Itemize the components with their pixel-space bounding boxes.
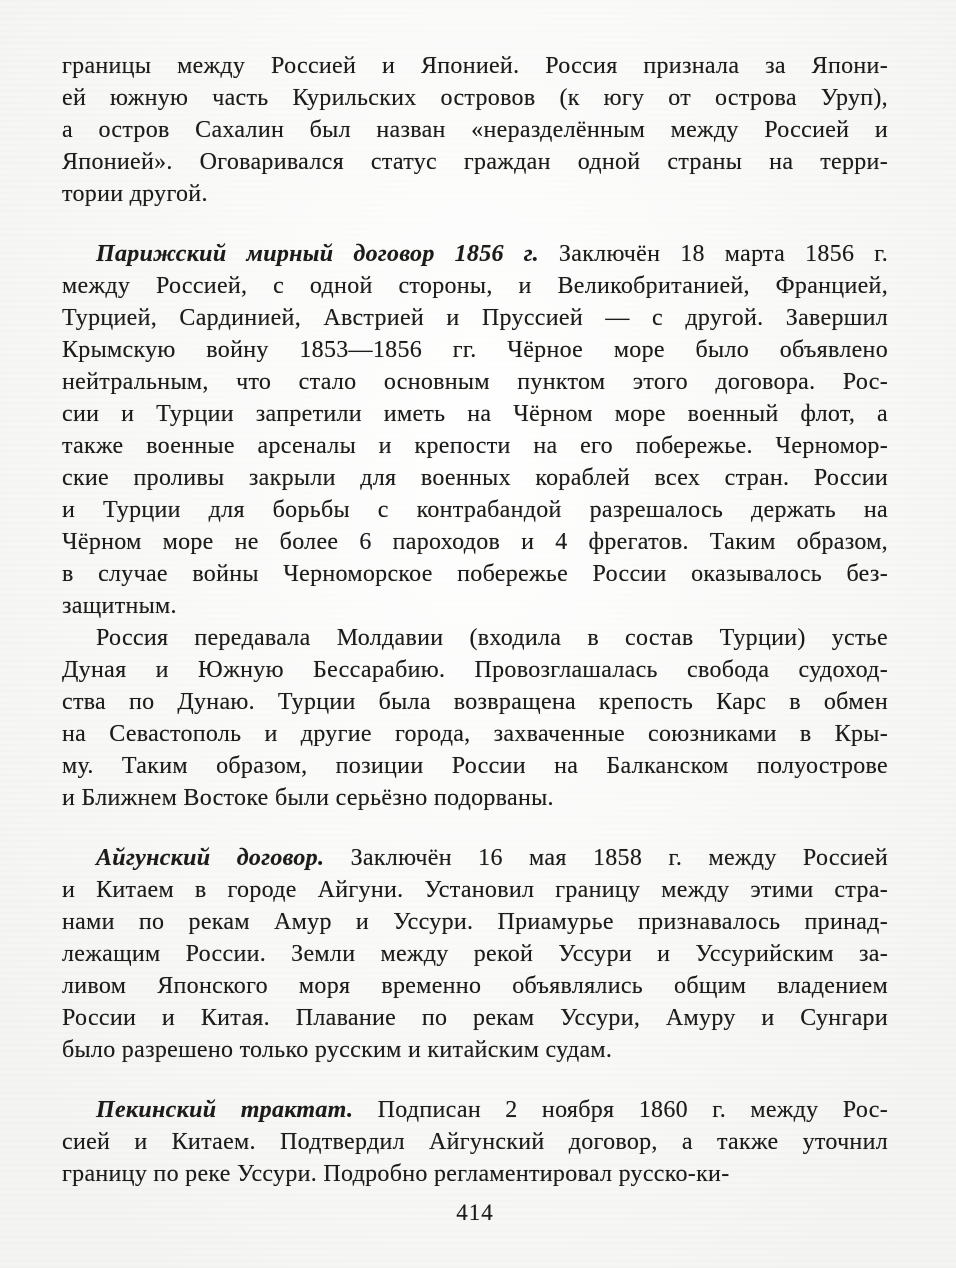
text-line [62,970,888,1002]
body-text: нейтральным, что стало основным пунктом этого договора. Рос- [62,369,888,395]
body-text: му. Таким образом, позиции России на Балканском полуострове [62,753,888,779]
treaty-heading: Пекинский трактат. [96,1097,354,1123]
text-line [62,462,888,494]
body-text: защитным. [62,593,177,619]
body-text: границы между Россией и Японией. Россия признала за Япони- [62,53,888,79]
body-text: Крымскую войну 1853—1856 гг. Чёрное море было объявлено [62,337,888,363]
text-line [62,334,888,366]
text-line [62,82,888,114]
text-line [62,398,888,430]
body-text: Чёрном море не более 6 пароходов и 4 фрегатов. Таким образом, [62,529,888,555]
text-line [62,1126,888,1158]
text-line [62,842,888,874]
body-text: Турцией, Сардинией, Австрией и Пруссией — с другой. Завершил [62,305,888,331]
body-text: и Китаем в городе Айгуни. Установил границу между этими стра- [62,877,888,903]
text-line [62,938,888,970]
body-text: ливом Японского моря временно объявлялись общим владением [62,973,888,999]
text-line [62,270,888,302]
body-text: лежащим России. Земли между рекой Уссури и Уссурийским за- [62,941,888,967]
treaty-heading: Айгунский договор. [96,845,325,871]
text-line [62,590,888,622]
text-line [62,146,888,178]
body-text: Россия передавала Молдавии (входила в состав Турции) устье [96,625,888,651]
text-line [62,718,888,750]
body-text: и Ближнем Востоке были серьёзно подорваны. [62,785,554,811]
body-text: границу по реке Уссури. Подробно регламентировал русско-ки- [62,1161,730,1187]
body-text: в случае войны Черноморское побережье России оказывалось без- [62,561,888,587]
body-text: ей южную часть Курильских островов (к югу от острова Уруп), [62,85,888,111]
text-line [62,430,888,462]
body-text: ские проливы закрыли для военных кораблей всех стран. России [62,465,888,491]
text-line [62,1034,888,1066]
text-line [62,366,888,398]
body-text: ства по Дунаю. Турции была возвращена крепость Карс в обмен [62,689,888,715]
body-text: Заключён 18 марта 1856 г. [538,241,888,267]
text-line [62,114,888,146]
body-text: тории другой. [62,181,208,207]
body-text: между Россией, с одной стороны, и Великобританией, Францией, [62,273,888,299]
text-line [62,1094,888,1126]
text-line [62,654,888,686]
text-line [62,686,888,718]
text-line [62,50,888,82]
body-text: было разрешено только русским и китайским судам. [62,1037,613,1063]
body-text: и Турции для борьбы с контрабандой разрешалось держать на [62,497,888,523]
text-line [62,238,888,270]
text-line [62,750,888,782]
text-line [62,782,888,814]
body-text: Подписан 2 ноября 1860 г. между Рос- [353,1097,888,1123]
body-text: а остров Сахалин был назван «неразделённым между Россией и [62,117,888,143]
text-line [62,1002,888,1034]
body-text: на Севастополь и другие города, захваченные союзниками в Кры- [62,721,888,747]
body-text: Дуная и Южную Бессарабию. Провозглашалась свобода судоход- [62,657,888,683]
body-text: Заключён 16 мая 1858 г. между Россией [324,845,888,871]
text-line [62,874,888,906]
text-line [62,622,888,654]
text-line [62,178,888,210]
text-block [62,50,888,1190]
paragraph-aigun-treaty [62,842,888,1066]
body-text: Японией». Оговаривался статус граждан одной страны на терри- [62,149,888,175]
paragraph-peking-treaty [62,1094,888,1190]
body-text: России и Китая. Плавание по рекам Уссури, Амуру и Сунгари [62,1005,888,1031]
paragraph-paris-peace-treaty [62,238,888,622]
text-line [62,1158,888,1190]
text-line [62,558,888,590]
text-line [62,494,888,526]
treaty-heading: Парижский мирный договор 1856 г. [96,241,539,267]
body-text: сией и Китаем. Подтвердил Айгунский договор, а также уточнил [62,1129,888,1155]
text-line [62,302,888,334]
text-line [62,906,888,938]
page-number: 414 [456,1200,494,1225]
body-text: нами по рекам Амур и Уссури. Приамурье признавалось принад- [62,909,888,935]
body-text: сии и Турции запретили иметь на Чёрном море военный флот, а [62,401,888,427]
paragraph-shimoda-treaty-continuation [62,50,888,210]
body-text: также военные арсеналы и крепости на его побережье. Черномор- [62,433,888,459]
text-line [62,526,888,558]
paragraph-paris-peace-treaty-terms [62,622,888,814]
